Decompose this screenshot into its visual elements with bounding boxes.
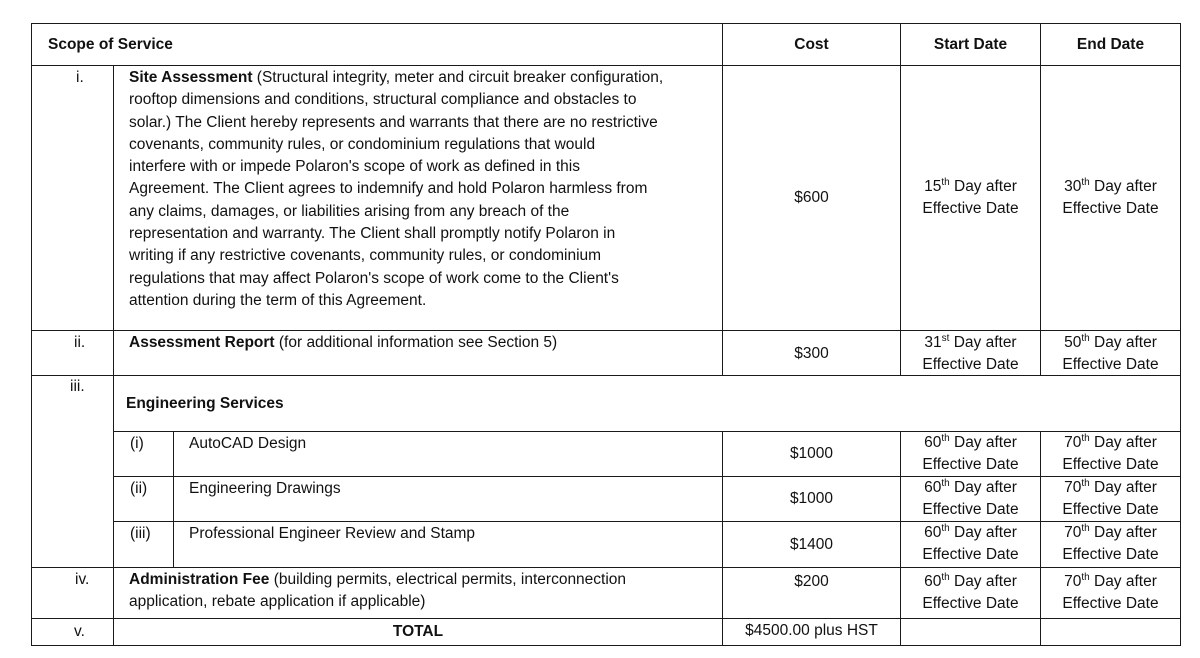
row-iii-numeral: iii. xyxy=(70,378,85,395)
row-iv-end-cell xyxy=(1040,567,1181,619)
row-iii-title-cell xyxy=(113,375,1181,432)
row-iv-description: Administration Fee (building permits, electrical permits, interconnection application, rebate application if applicable) xyxy=(129,571,627,611)
row-ii-numeral: ii. xyxy=(74,334,86,351)
total-label: TOTAL xyxy=(392,623,444,640)
row-i-line-0: (Structural integrity, meter and circuit breaker configuration, xyxy=(252,69,664,86)
row-ii-cost-cell xyxy=(722,330,901,376)
row-ii-numeral-cell xyxy=(31,330,114,376)
header-start-date: Start Date xyxy=(933,36,1008,53)
row-i-cost-cell xyxy=(722,65,901,331)
row-iv-end-date: 70th Day after Effective Date xyxy=(1062,572,1159,613)
row-i-description xyxy=(129,67,663,312)
sub-iii-start-cell xyxy=(900,521,1041,568)
sub-i-numeral-cell xyxy=(113,431,174,477)
header-scope-cell xyxy=(31,23,723,66)
header-end-date: End Date xyxy=(1076,36,1145,53)
header-cost: Cost xyxy=(794,36,829,53)
sub-iii-numeral-cell xyxy=(113,521,174,568)
row-i-title: Site Assessment xyxy=(129,69,253,86)
sub-i-label-cell xyxy=(173,431,723,477)
sub-i-start-date: 60th Day after Effective Date xyxy=(922,433,1019,474)
sub-ii-cost-cell xyxy=(722,476,901,522)
row-iv-numeral: iv. xyxy=(75,571,90,588)
row-iii-title: Engineering Services xyxy=(126,395,284,412)
row-i-line-4: interfere with or impede Polaron's scope of work as defined in this xyxy=(129,158,580,176)
total-cost: $4500.00 plus HST xyxy=(745,622,878,639)
row-i-line-7: representation and warranty. The Client shall promptly notify Polaron in xyxy=(129,225,616,243)
row-iv-cost: $200 xyxy=(794,573,829,590)
header-start-cell xyxy=(900,23,1041,66)
sub-iii-numeral: (iii) xyxy=(130,525,151,542)
sub-i-cost: $1000 xyxy=(789,445,834,462)
header-cost-cell xyxy=(722,23,901,66)
sub-ii-label-cell xyxy=(173,476,723,522)
sub-ii-cost: $1000 xyxy=(789,490,834,507)
row-ii-scope-cell xyxy=(113,330,723,376)
row-v-end-cell xyxy=(1040,618,1181,646)
sub-iii-cost: $1400 xyxy=(789,536,834,553)
row-ii-title: Assessment Report xyxy=(129,334,275,351)
sub-i-start-cell xyxy=(900,431,1041,477)
row-iv-cost-cell xyxy=(722,567,901,619)
header-end-cell xyxy=(1040,23,1181,66)
row-v-cost-cell xyxy=(722,618,901,646)
row-iv-scope-cell xyxy=(113,567,723,619)
row-i-line-3: covenants, community rules, or condominium regulations that would xyxy=(129,135,596,153)
row-v-start-cell xyxy=(900,618,1041,646)
row-i-line-2: solar.) The Client hereby represents and warrants that there are no restrictive xyxy=(129,113,658,131)
sub-iii-label: Professional Engineer Review and Stamp xyxy=(189,525,476,542)
row-v-numeral: v. xyxy=(74,623,85,640)
row-ii-start-cell xyxy=(900,330,1041,376)
row-i-line-10: attention during the term of this Agreement. xyxy=(129,291,427,309)
row-ii-end-cell xyxy=(1040,330,1181,376)
row-i-numeral-cell xyxy=(31,65,114,331)
row-i-line-1: rooftop dimensions and conditions, structural compliance and obstacles to xyxy=(129,91,637,109)
sub-iii-start-date: 60th Day after Effective Date xyxy=(922,523,1019,564)
sub-i-label: AutoCAD Design xyxy=(189,435,307,452)
sub-iii-cost-cell xyxy=(722,521,901,568)
row-v-numeral-cell xyxy=(31,618,114,646)
row-i-start-cell xyxy=(900,65,1041,331)
row-ii-start-date: 31st Day after Effective Date xyxy=(922,333,1019,374)
sub-ii-start-cell xyxy=(900,476,1041,522)
row-iv-numeral-cell xyxy=(31,567,114,619)
sub-ii-label: Engineering Drawings xyxy=(189,480,341,497)
sub-ii-end-cell xyxy=(1040,476,1181,522)
sub-i-cost-cell xyxy=(722,431,901,477)
row-ii-end-date: 50th Day after Effective Date xyxy=(1062,333,1159,374)
row-i-line-9: regulations that may affect Polaron's scope of work come to the Client's xyxy=(129,269,619,287)
row-i-start-date: 15th Day after Effective Date xyxy=(922,177,1019,218)
row-i-cost: $600 xyxy=(794,189,829,206)
sub-iii-end-date: 70th Day after Effective Date xyxy=(1062,523,1159,564)
row-ii-cost: $300 xyxy=(794,345,829,362)
sub-ii-end-date: 70th Day after Effective Date xyxy=(1062,478,1159,519)
sub-iii-end-cell xyxy=(1040,521,1181,568)
row-ii-description: Assessment Report (for additional information see Section 5) xyxy=(129,334,558,351)
sub-ii-start-date: 60th Day after Effective Date xyxy=(922,478,1019,519)
row-i-line-8: writing if any restrictive covenants, community rules, or condominium xyxy=(129,247,602,265)
sub-ii-numeral-cell xyxy=(113,476,174,522)
row-v-total-cell xyxy=(113,618,723,646)
row-iv-title: Administration Fee xyxy=(129,571,270,588)
row-i-numeral: i. xyxy=(76,69,84,86)
row-iv-start-cell xyxy=(900,567,1041,619)
sub-i-end-cell xyxy=(1040,431,1181,477)
row-i-end-cell xyxy=(1040,65,1181,331)
row-i-scope-cell xyxy=(113,65,723,331)
row-i-line-6: any claims, damages, or liabilities arising from any breach of the xyxy=(129,202,570,220)
sub-iii-label-cell xyxy=(173,521,723,568)
row-iii-numeral-cell xyxy=(31,375,114,568)
row-iv-start-date: 60th Day after Effective Date xyxy=(922,572,1019,613)
row-i-end-date: 30th Day after Effective Date xyxy=(1062,177,1159,218)
row-i-line-5: Agreement. The Client agrees to indemnify and hold Polaron harmless from xyxy=(129,180,648,198)
header-scope: Scope of Service xyxy=(48,36,173,53)
sub-i-numeral: (i) xyxy=(130,435,144,452)
sub-ii-numeral: (ii) xyxy=(130,480,148,497)
sub-i-end-date: 70th Day after Effective Date xyxy=(1062,433,1159,474)
